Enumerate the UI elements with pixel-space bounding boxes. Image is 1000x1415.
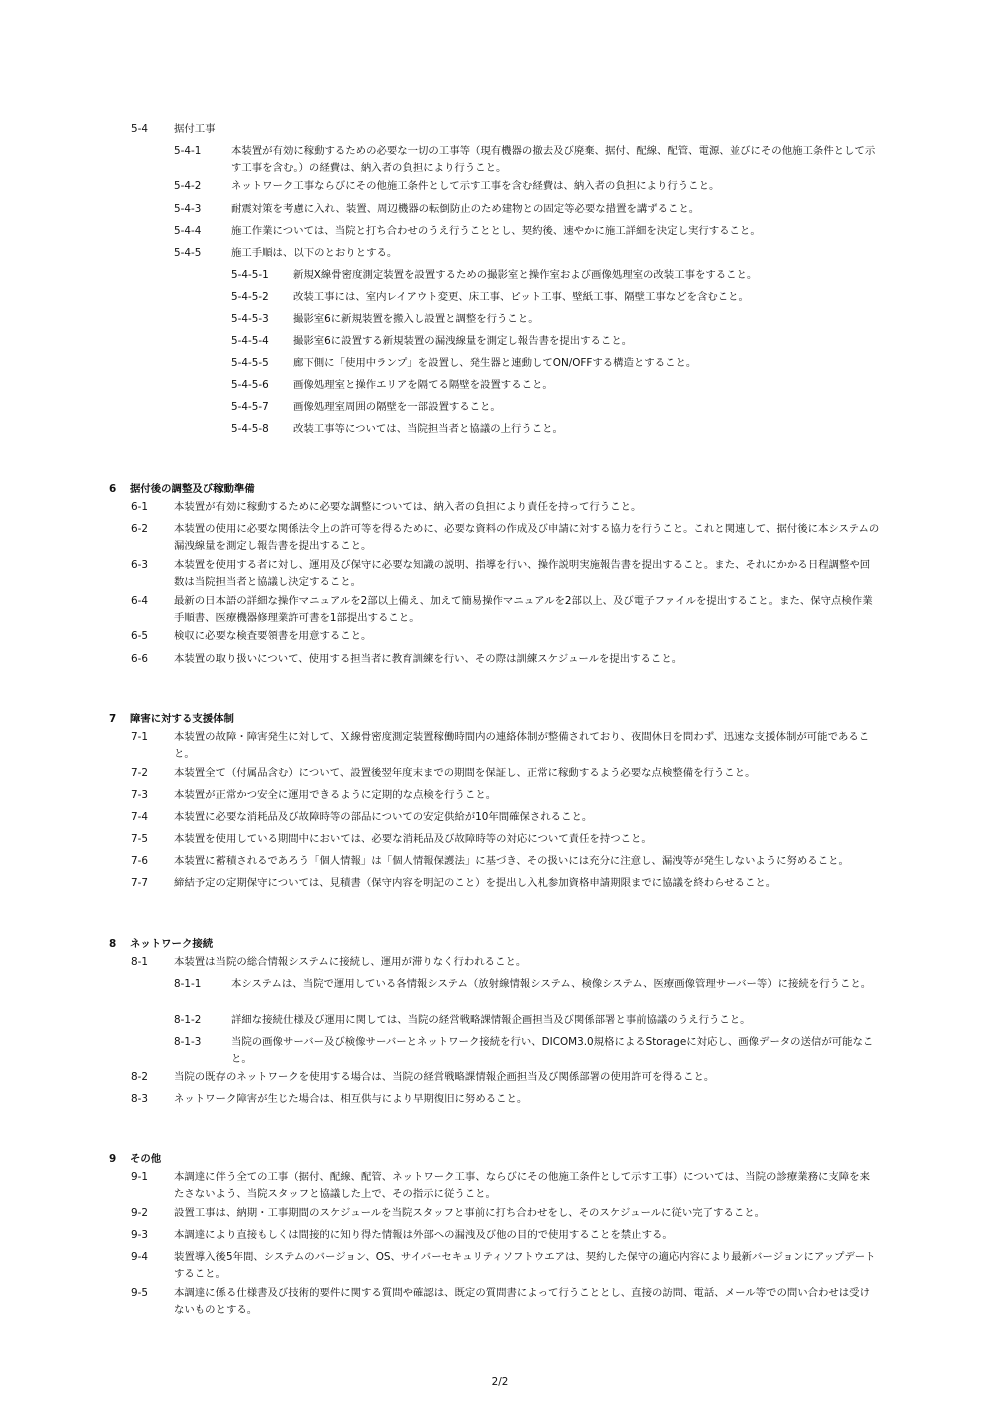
clause-number: 5-4-5-5 [231,357,269,369]
clause-text: 本調達に係る仕様書及び技術的要件に関する質問や確認は、既定の質問書によって行うこととし、直接の訪問、電話、メール等での問い合わせは受けないものとする。 [174,1287,870,1316]
clause-text: 本システムは、当院で運用している各情報システム（放射線情報システム、検像システム、医療画像管理サーバー等）に接続を行うこと。 [231,978,872,990]
clause-text: 改装工事等については、当院担当者と協議の上行うこと。 [293,423,563,435]
clause-text: 検収に必要な検査要領書を用意すること。 [174,630,372,642]
clause-text: 画像処理室と操作エリアを隔てる隔壁を設置すること。 [293,379,553,391]
clause-number: 8-1 [131,956,148,968]
clause-text: 本装置が正常かつ安全に運用できるように定期的な点検を行うこと。 [174,789,497,801]
clause-number: 5-4-5-7 [231,401,269,413]
clause-text: 本装置を使用している期間中においては、必要な消耗品及び故障時等の対応について責任を持つこと。 [174,833,652,845]
clause-text: 耐震対策を考慮に入れ、装置、周辺機器の転倒防止のため建物との固定等必要な措置を講ずること。 [231,203,700,215]
clause-text: 本装置の取り扱いについて、使用する担当者に教育訓練を行い、その際は訓練スケジュールを提出すること。 [174,653,683,665]
clause-text: 設置工事は、納期・工事期間のスケジュールを当院スタッフと事前に打ち合わせをし、そのスケジュールに従い完了すること。 [174,1207,766,1219]
clause-number: 8-1-2 [174,1014,202,1026]
clause-text: 本調達により直接もしくは間接的に知り得た情報は外部への漏洩及び他の目的で使用することを禁止する。 [174,1229,673,1241]
clause-number: 5-4-5-6 [231,379,269,391]
clause-number: 7-3 [131,789,148,801]
clause-text: 本装置に蓄積されるであろう「個人情報」は「個人情報保護法」に基づき、その扱いには充分に注意し、漏洩等が発生しないように努めること。 [174,855,849,867]
clause-number: 5-4-5-4 [231,335,269,347]
clause-number: 5-4-5-2 [231,291,269,303]
clause-number: 7-2 [131,767,148,779]
clause-text: その他 [130,1153,162,1165]
clause-number: 7 [109,713,117,725]
clause-number: 5-4-2 [174,180,202,192]
clause-text: 廊下側に「使用中ランプ」を設置し、発生器と連動してON/OFFする構造とすること。 [293,357,697,369]
clause-number: 9-4 [131,1251,148,1263]
clause-text: 詳細な接続仕様及び運用に関しては、当院の経営戦略課情報企画担当及び関係部署と事前協議のうえ行うこと。 [231,1014,751,1026]
clause-text: 本装置の故障・障害発生に対して、Ｘ線骨密度測定装置稼働時間内の連絡体制が整備されており、夜間休日を問わず、迅速な支援体制が可能であること。 [174,731,870,760]
clause-number: 7-1 [131,731,148,743]
clause-text: ネットワーク障害が生じた場合は、相互供与により早期復旧に努めること。 [174,1093,528,1105]
clause-text: 本調達に伴う全ての工事（据付、配線、配管、ネットワーク工事、ならびにその他施工条件として示す工事）については、当院の診療業務に支障を来たさないよう、当院スタッフと協議した上で、その指示に従うこと。 [174,1171,870,1200]
clause-text: 施工作業については、当院と打ち合わせのうえ行うこととし、契約後、速やかに施工詳細を決定し実行すること。 [231,225,761,237]
clause-number: 5-4-5-8 [231,423,269,435]
clause-text: 本装置に必要な消耗品及び故障時等の部品についての安定供給が10年間確保されること。 [174,811,593,823]
clause-number: 7-7 [131,877,148,889]
clause-text: 本装置全て（付属品含む）について、設置後翌年度末までの期間を保証し、正常に稼動するよう必要な点検整備を行うこと。 [174,767,756,779]
clause-text: 据付工事 [174,123,216,135]
clause-number: 8-1-3 [174,1036,202,1048]
clause-number: 5-4-5-1 [231,269,269,281]
clause-number: 7-6 [131,855,148,867]
clause-number: 8 [109,938,117,950]
clause-number: 6-4 [131,595,148,607]
clause-number: 8-2 [131,1071,148,1083]
clause-text: 障害に対する支援体制 [130,713,234,725]
clause-number: 7-4 [131,811,148,823]
clause-text: 改装工事には、室内レイアウト変更、床工事、ピット工事、壁紙工事、隔壁工事などを含むこと。 [293,291,749,303]
clause-text: 本装置を使用する者に対し、運用及び保守に必要な知識の説明、指導を行い、操作説明実施報告書を提出すること。また、それにかかる日程調整や回数は当院担当者と協議し決定すること。 [174,559,871,588]
clause-text: 装置導入後5年間、システムのバージョン、OS、サイバーセキュリティソフトウエアは、契約した保守の適応内容により最新バージョンにアップデートすること。 [174,1251,876,1280]
clause-number: 6-2 [131,523,148,535]
page-number: 2/2 [491,1376,509,1388]
clause-text: 当院の画像サーバー及び検像サーバーとネットワーク接続を行い、DICOM3.0規格によるStorageに対応し、画像データの送信が可能なこと。 [231,1036,874,1065]
clause-text: 当院の既存のネットワークを使用する場合は、当院の経営戦略課情報企画担当及び関係部署の使用許可を得ること。 [174,1071,715,1083]
clause-number: 9-3 [131,1229,148,1241]
clause-text: 撮影室6に設置する新規装置の漏洩線量を測定し報告書を提出すること。 [293,335,633,347]
clause-number: 9-2 [131,1207,148,1219]
clause-text: 施工手順は、以下のとおりとする。 [231,247,398,259]
clause-number: 6-3 [131,559,148,571]
clause-number: 8-3 [131,1093,148,1105]
clause-text: 本装置が有効に稼動するために必要な調整については、納入者の負担により責任を持って行うこと。 [174,501,642,513]
clause-number: 5-4 [131,123,148,135]
clause-number: 6 [109,483,117,495]
clause-text: 撮影室6に新規装置を搬入し設置と調整を行うこと。 [293,313,539,325]
clause-text: 本装置は当院の総合情報システムに接続し、運用が滞りなく行われること。 [174,956,527,968]
clause-text: 本装置が有効に稼動するための必要な一切の工事等（現有機器の撤去及び廃棄、据付、配線、配管、電源、並びにその他施工条件として示す工事を含む。）の経費は、納入者の負担により行うこと。 [231,145,876,174]
clause-text: ネットワーク工事ならびにその他施工条件として示す工事を含む経費は、納入者の負担により行うこと。 [231,180,720,192]
clause-text: 画像処理室周囲の隔壁を一部設置すること。 [293,401,501,413]
clause-number: 9 [109,1153,117,1165]
clause-number: 8-1-1 [174,978,202,990]
clause-number: 5-4-4 [174,225,202,237]
clause-text: 最新の日本語の詳細な操作マニュアルを2部以上備え、加えて簡易操作マニュアルを2部以上、及び電子ファイルを提出すること。また、保守点検作業手順書、医療機器修理業許可書を1部提出すること。 [174,595,873,624]
clause-number: 5-4-5-3 [231,313,269,325]
clause-text: 本装置の使用に必要な関係法令上の許可等を得るために、必要な資料の作成及び申請に対する協力を行うこと。これと関連して、据付後に本システムの漏洩線量を測定し報告書を提出すること。 [174,523,880,552]
clause-number: 6-5 [131,630,148,642]
clause-number: 7-5 [131,833,148,845]
clause-text: ネットワーク接続 [130,938,214,950]
clause-number: 5-4-3 [174,203,202,215]
clause-number: 6-6 [131,653,148,665]
clause-text: 締結予定の定期保守については、見積書（保守内容を明記のこと）を提出し入札参加資格申請期限までに協議を終わらせること。 [174,877,777,889]
clause-text: 新規X線骨密度測定装置を設置するための撮影室と操作室および画像処理室の改装工事をすること。 [293,269,758,281]
clause-number: 9-5 [131,1287,148,1299]
clause-number: 9-1 [131,1171,148,1183]
clause-text: 据付後の調整及び稼動準備 [130,483,255,495]
clause-number: 5-4-5 [174,247,202,259]
clause-number: 6-1 [131,501,148,513]
clause-number: 5-4-1 [174,145,202,157]
